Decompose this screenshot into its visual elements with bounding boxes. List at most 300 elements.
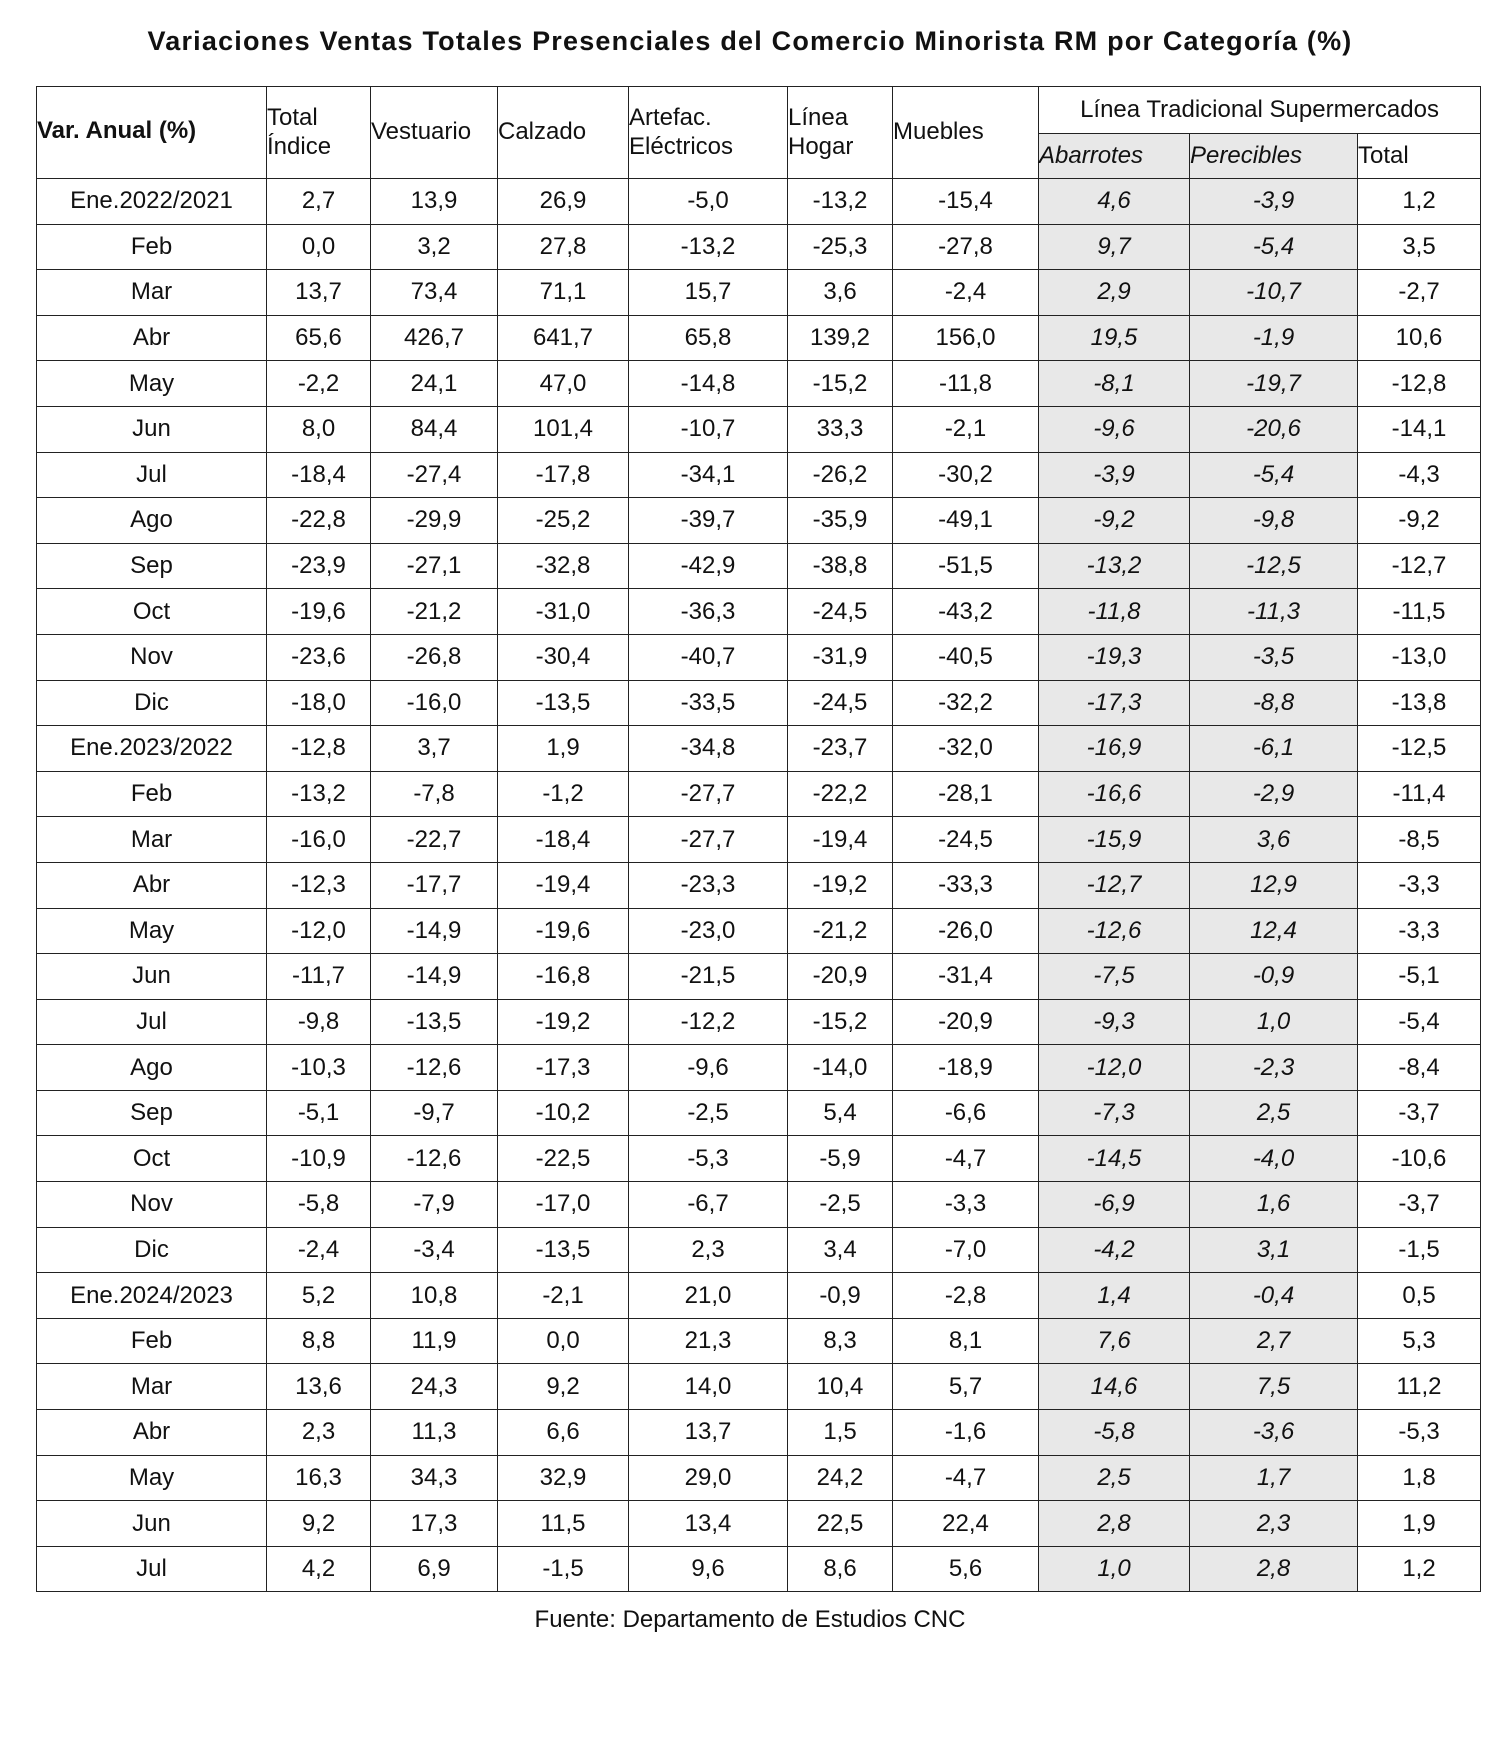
- cell-calzado: -1,2: [498, 771, 629, 817]
- cell-calzado: -32,8: [498, 543, 629, 589]
- cell-total-indice: 8,8: [267, 1318, 371, 1364]
- cell-perecibles: 7,5: [1190, 1364, 1358, 1410]
- cell-muebles: 8,1: [893, 1318, 1039, 1364]
- cell-calzado: -31,0: [498, 589, 629, 635]
- cell-muebles: -24,5: [893, 817, 1039, 863]
- cell-linea-hogar: -0,9: [788, 1273, 893, 1319]
- table-row: [37, 1182, 1481, 1228]
- cell-vestuario: -9,7: [371, 1090, 498, 1136]
- cell-vestuario: -12,6: [371, 1045, 498, 1091]
- cell-total: 11,2: [1358, 1364, 1481, 1410]
- cell-total: -8,4: [1358, 1045, 1481, 1091]
- cell-artefac-electricos: -14,8: [629, 361, 788, 407]
- cell-vestuario: 17,3: [371, 1501, 498, 1547]
- cell-period: May: [37, 361, 267, 407]
- cell-total: -10,6: [1358, 1136, 1481, 1182]
- cell-muebles: -51,5: [893, 543, 1039, 589]
- cell-linea-hogar: 3,6: [788, 270, 893, 316]
- cell-vestuario: 11,9: [371, 1318, 498, 1364]
- cell-muebles: -1,6: [893, 1410, 1039, 1456]
- cell-total-indice: -10,9: [267, 1136, 371, 1182]
- table-row: [37, 908, 1481, 954]
- cell-period: Oct: [37, 1136, 267, 1182]
- cell-perecibles: -0,4: [1190, 1273, 1358, 1319]
- cell-abarrotes: 14,6: [1039, 1364, 1190, 1410]
- cell-total: -13,8: [1358, 680, 1481, 726]
- sales-variation-table: [36, 86, 1481, 1592]
- cell-period: Oct: [37, 589, 267, 635]
- cell-total-indice: 13,6: [267, 1364, 371, 1410]
- cell-muebles: -26,0: [893, 908, 1039, 954]
- cell-muebles: -2,4: [893, 270, 1039, 316]
- cell-total: -14,1: [1358, 406, 1481, 452]
- header-total-indice: Total Índice: [267, 87, 371, 179]
- cell-linea-hogar: 24,2: [788, 1455, 893, 1501]
- cell-calzado: 641,7: [498, 315, 629, 361]
- cell-period: Mar: [37, 1364, 267, 1410]
- cell-calzado: -1,5: [498, 1546, 629, 1592]
- cell-perecibles: 1,7: [1190, 1455, 1358, 1501]
- cell-vestuario: -17,7: [371, 862, 498, 908]
- table-row: [37, 1410, 1481, 1456]
- cell-total-indice: -19,6: [267, 589, 371, 635]
- cell-linea-hogar: 33,3: [788, 406, 893, 452]
- cell-total-indice: -18,4: [267, 452, 371, 498]
- cell-vestuario: -3,4: [371, 1227, 498, 1273]
- cell-abarrotes: -12,0: [1039, 1045, 1190, 1091]
- cell-perecibles: -1,9: [1190, 315, 1358, 361]
- cell-total-indice: 0,0: [267, 224, 371, 270]
- cell-artefac-electricos: 2,3: [629, 1227, 788, 1273]
- cell-artefac-electricos: -10,7: [629, 406, 788, 452]
- cell-perecibles: 1,6: [1190, 1182, 1358, 1228]
- cell-vestuario: 6,9: [371, 1546, 498, 1592]
- cell-total: 1,2: [1358, 1546, 1481, 1592]
- cell-period: Ene.2024/2023: [37, 1273, 267, 1319]
- cell-muebles: -15,4: [893, 179, 1039, 225]
- header-vestuario: Vestuario: [371, 87, 498, 179]
- cell-calzado: -17,8: [498, 452, 629, 498]
- cell-total: -5,3: [1358, 1410, 1481, 1456]
- cell-abarrotes: -7,3: [1039, 1090, 1190, 1136]
- cell-abarrotes: -9,3: [1039, 999, 1190, 1045]
- table-row: [37, 1455, 1481, 1501]
- cell-linea-hogar: -26,2: [788, 452, 893, 498]
- cell-perecibles: -2,9: [1190, 771, 1358, 817]
- cell-calzado: 71,1: [498, 270, 629, 316]
- cell-period: Nov: [37, 1182, 267, 1228]
- cell-total-indice: 4,2: [267, 1546, 371, 1592]
- cell-total: 5,3: [1358, 1318, 1481, 1364]
- cell-muebles: -3,3: [893, 1182, 1039, 1228]
- cell-artefac-electricos: 21,0: [629, 1273, 788, 1319]
- cell-perecibles: -2,3: [1190, 1045, 1358, 1091]
- cell-abarrotes: 1,0: [1039, 1546, 1190, 1592]
- cell-total-indice: -5,8: [267, 1182, 371, 1228]
- cell-linea-hogar: -23,7: [788, 726, 893, 772]
- cell-muebles: -32,2: [893, 680, 1039, 726]
- cell-abarrotes: 19,5: [1039, 315, 1190, 361]
- table-row: [37, 1273, 1481, 1319]
- table-row: [37, 1364, 1481, 1410]
- cell-linea-hogar: -25,3: [788, 224, 893, 270]
- cell-vestuario: 13,9: [371, 179, 498, 225]
- cell-perecibles: -3,5: [1190, 634, 1358, 680]
- cell-artefac-electricos: -34,8: [629, 726, 788, 772]
- cell-calzado: 9,2: [498, 1364, 629, 1410]
- cell-muebles: -31,4: [893, 954, 1039, 1000]
- cell-muebles: -40,5: [893, 634, 1039, 680]
- cell-perecibles: -0,9: [1190, 954, 1358, 1000]
- cell-vestuario: 3,2: [371, 224, 498, 270]
- cell-artefac-electricos: -6,7: [629, 1182, 788, 1228]
- cell-artefac-electricos: -23,0: [629, 908, 788, 954]
- cell-period: Jul: [37, 999, 267, 1045]
- header-muebles: Muebles: [893, 87, 1039, 179]
- cell-calzado: -18,4: [498, 817, 629, 863]
- cell-vestuario: -21,2: [371, 589, 498, 635]
- cell-perecibles: 3,6: [1190, 817, 1358, 863]
- cell-abarrotes: 2,9: [1039, 270, 1190, 316]
- table-row: [37, 498, 1481, 544]
- cell-perecibles: -19,7: [1190, 361, 1358, 407]
- cell-total: -3,3: [1358, 862, 1481, 908]
- cell-period: Feb: [37, 1318, 267, 1364]
- cell-total-indice: -2,4: [267, 1227, 371, 1273]
- cell-perecibles: -6,1: [1190, 726, 1358, 772]
- cell-muebles: -11,8: [893, 361, 1039, 407]
- cell-artefac-electricos: -40,7: [629, 634, 788, 680]
- cell-total-indice: -22,8: [267, 498, 371, 544]
- cell-vestuario: 3,7: [371, 726, 498, 772]
- table-row: [37, 543, 1481, 589]
- cell-total: 0,5: [1358, 1273, 1481, 1319]
- cell-calzado: -17,0: [498, 1182, 629, 1228]
- cell-total-indice: -12,8: [267, 726, 371, 772]
- cell-period: Feb: [37, 224, 267, 270]
- cell-period: Abr: [37, 1410, 267, 1456]
- cell-total-indice: 5,2: [267, 1273, 371, 1319]
- cell-abarrotes: 2,8: [1039, 1501, 1190, 1547]
- cell-abarrotes: -12,6: [1039, 908, 1190, 954]
- cell-linea-hogar: -38,8: [788, 543, 893, 589]
- table-row: [37, 1045, 1481, 1091]
- cell-perecibles: -11,3: [1190, 589, 1358, 635]
- cell-calzado: -30,4: [498, 634, 629, 680]
- cell-abarrotes: -8,1: [1039, 361, 1190, 407]
- cell-linea-hogar: -19,4: [788, 817, 893, 863]
- cell-vestuario: 84,4: [371, 406, 498, 452]
- header-abarrotes: Abarrotes: [1039, 134, 1190, 179]
- cell-vestuario: 24,1: [371, 361, 498, 407]
- cell-linea-hogar: 22,5: [788, 1501, 893, 1547]
- cell-period: Jul: [37, 1546, 267, 1592]
- cell-calzado: 32,9: [498, 1455, 629, 1501]
- cell-artefac-electricos: -42,9: [629, 543, 788, 589]
- table-row: [37, 634, 1481, 680]
- table-row: [37, 999, 1481, 1045]
- cell-total: 10,6: [1358, 315, 1481, 361]
- table-row: [37, 452, 1481, 498]
- cell-total: -2,7: [1358, 270, 1481, 316]
- cell-period: Mar: [37, 817, 267, 863]
- cell-abarrotes: -5,8: [1039, 1410, 1190, 1456]
- table-row: [37, 726, 1481, 772]
- cell-total-indice: -5,1: [267, 1090, 371, 1136]
- cell-total: -5,1: [1358, 954, 1481, 1000]
- cell-artefac-electricos: -23,3: [629, 862, 788, 908]
- cell-vestuario: 10,8: [371, 1273, 498, 1319]
- cell-period: Jun: [37, 954, 267, 1000]
- cell-period: Jul: [37, 452, 267, 498]
- cell-linea-hogar: 8,3: [788, 1318, 893, 1364]
- cell-vestuario: 426,7: [371, 315, 498, 361]
- cell-total: -12,5: [1358, 726, 1481, 772]
- table-row: [37, 361, 1481, 407]
- cell-total: -12,8: [1358, 361, 1481, 407]
- cell-linea-hogar: -2,5: [788, 1182, 893, 1228]
- cell-linea-hogar: -19,2: [788, 862, 893, 908]
- cell-calzado: 0,0: [498, 1318, 629, 1364]
- cell-vestuario: 34,3: [371, 1455, 498, 1501]
- cell-vestuario: -16,0: [371, 680, 498, 726]
- cell-muebles: -6,6: [893, 1090, 1039, 1136]
- header-artefac-electricos: Artefac. Eléctricos: [629, 87, 788, 179]
- cell-linea-hogar: -14,0: [788, 1045, 893, 1091]
- cell-period: Ago: [37, 1045, 267, 1091]
- cell-perecibles: -3,6: [1190, 1410, 1358, 1456]
- cell-abarrotes: -14,5: [1039, 1136, 1190, 1182]
- cell-total: -11,5: [1358, 589, 1481, 635]
- cell-perecibles: -4,0: [1190, 1136, 1358, 1182]
- cell-total-indice: -18,0: [267, 680, 371, 726]
- cell-total: 1,8: [1358, 1455, 1481, 1501]
- cell-vestuario: -14,9: [371, 954, 498, 1000]
- table-row: [37, 1546, 1481, 1592]
- page-title: Variaciones Ventas Totales Presenciales del Comercio Minorista RM por Categoría (%): [147, 26, 1353, 56]
- cell-perecibles: 2,7: [1190, 1318, 1358, 1364]
- table-row: [37, 817, 1481, 863]
- cell-vestuario: -27,4: [371, 452, 498, 498]
- cell-artefac-electricos: 65,8: [629, 315, 788, 361]
- table-row: [37, 1318, 1481, 1364]
- cell-artefac-electricos: -33,5: [629, 680, 788, 726]
- cell-artefac-electricos: -2,5: [629, 1090, 788, 1136]
- cell-abarrotes: -4,2: [1039, 1227, 1190, 1273]
- cell-total: -8,5: [1358, 817, 1481, 863]
- cell-perecibles: 2,5: [1190, 1090, 1358, 1136]
- cell-muebles: -2,8: [893, 1273, 1039, 1319]
- cell-muebles: -2,1: [893, 406, 1039, 452]
- cell-linea-hogar: -31,9: [788, 634, 893, 680]
- cell-period: Abr: [37, 862, 267, 908]
- cell-perecibles: 12,9: [1190, 862, 1358, 908]
- cell-period: Dic: [37, 1227, 267, 1273]
- cell-abarrotes: -11,8: [1039, 589, 1190, 635]
- cell-vestuario: 73,4: [371, 270, 498, 316]
- cell-vestuario: -14,9: [371, 908, 498, 954]
- cell-period: Ago: [37, 498, 267, 544]
- cell-vestuario: -13,5: [371, 999, 498, 1045]
- table-row: [37, 270, 1481, 316]
- cell-perecibles: -10,7: [1190, 270, 1358, 316]
- cell-period: Ene.2023/2022: [37, 726, 267, 772]
- cell-abarrotes: -7,5: [1039, 954, 1190, 1000]
- cell-calzado: 11,5: [498, 1501, 629, 1547]
- cell-total-indice: -10,3: [267, 1045, 371, 1091]
- cell-period: May: [37, 1455, 267, 1501]
- header-total: Total: [1358, 134, 1481, 179]
- header-perecibles: Perecibles: [1190, 134, 1358, 179]
- cell-calzado: 1,9: [498, 726, 629, 772]
- header-group-supermercados: Línea Tradicional Supermercados: [1039, 87, 1481, 134]
- cell-calzado: -10,2: [498, 1090, 629, 1136]
- cell-calzado: 47,0: [498, 361, 629, 407]
- cell-abarrotes: -6,9: [1039, 1182, 1190, 1228]
- cell-artefac-electricos: -21,5: [629, 954, 788, 1000]
- header-var-anual: Var. Anual (%): [37, 87, 267, 179]
- cell-calzado: -19,6: [498, 908, 629, 954]
- cell-muebles: -28,1: [893, 771, 1039, 817]
- cell-total: -3,7: [1358, 1090, 1481, 1136]
- cell-artefac-electricos: -5,3: [629, 1136, 788, 1182]
- cell-artefac-electricos: 13,7: [629, 1410, 788, 1456]
- cell-linea-hogar: -24,5: [788, 680, 893, 726]
- cell-artefac-electricos: -34,1: [629, 452, 788, 498]
- cell-perecibles: 3,1: [1190, 1227, 1358, 1273]
- cell-total-indice: 9,2: [267, 1501, 371, 1547]
- cell-abarrotes: 1,4: [1039, 1273, 1190, 1319]
- cell-linea-hogar: -22,2: [788, 771, 893, 817]
- cell-calzado: -19,2: [498, 999, 629, 1045]
- cell-total: 3,5: [1358, 224, 1481, 270]
- cell-artefac-electricos: 13,4: [629, 1501, 788, 1547]
- cell-muebles: -4,7: [893, 1455, 1039, 1501]
- cell-vestuario: -22,7: [371, 817, 498, 863]
- table-row: [37, 589, 1481, 635]
- cell-vestuario: -7,8: [371, 771, 498, 817]
- cell-total: -11,4: [1358, 771, 1481, 817]
- cell-abarrotes: -16,6: [1039, 771, 1190, 817]
- cell-muebles: -32,0: [893, 726, 1039, 772]
- cell-perecibles: -8,8: [1190, 680, 1358, 726]
- cell-perecibles: -12,5: [1190, 543, 1358, 589]
- cell-muebles: -30,2: [893, 452, 1039, 498]
- cell-muebles: 5,7: [893, 1364, 1039, 1410]
- cell-total: -3,3: [1358, 908, 1481, 954]
- cell-artefac-electricos: -9,6: [629, 1045, 788, 1091]
- cell-period: Feb: [37, 771, 267, 817]
- cell-linea-hogar: -24,5: [788, 589, 893, 635]
- cell-total-indice: -12,0: [267, 908, 371, 954]
- cell-vestuario: -12,6: [371, 1136, 498, 1182]
- cell-period: Mar: [37, 270, 267, 316]
- cell-calzado: -25,2: [498, 498, 629, 544]
- table-row: [37, 224, 1481, 270]
- cell-period: Jun: [37, 1501, 267, 1547]
- cell-abarrotes: -16,9: [1039, 726, 1190, 772]
- cell-perecibles: 2,8: [1190, 1546, 1358, 1592]
- cell-muebles: 22,4: [893, 1501, 1039, 1547]
- cell-linea-hogar: -21,2: [788, 908, 893, 954]
- cell-abarrotes: 2,5: [1039, 1455, 1190, 1501]
- cell-artefac-electricos: -5,0: [629, 179, 788, 225]
- cell-period: Ene.2022/2021: [37, 179, 267, 225]
- cell-linea-hogar: 8,6: [788, 1546, 893, 1592]
- cell-abarrotes: -13,2: [1039, 543, 1190, 589]
- table-row: [37, 406, 1481, 452]
- cell-linea-hogar: 10,4: [788, 1364, 893, 1410]
- cell-period: Nov: [37, 634, 267, 680]
- cell-total-indice: -9,8: [267, 999, 371, 1045]
- cell-calzado: 101,4: [498, 406, 629, 452]
- cell-total-indice: 13,7: [267, 270, 371, 316]
- cell-total: 1,9: [1358, 1501, 1481, 1547]
- cell-muebles: 156,0: [893, 315, 1039, 361]
- cell-abarrotes: -15,9: [1039, 817, 1190, 863]
- cell-linea-hogar: 5,4: [788, 1090, 893, 1136]
- table-row: [37, 862, 1481, 908]
- cell-vestuario: -29,9: [371, 498, 498, 544]
- cell-period: Abr: [37, 315, 267, 361]
- cell-calzado: 27,8: [498, 224, 629, 270]
- cell-perecibles: 1,0: [1190, 999, 1358, 1045]
- cell-artefac-electricos: -27,7: [629, 771, 788, 817]
- cell-total-indice: 8,0: [267, 406, 371, 452]
- cell-total-indice: 65,6: [267, 315, 371, 361]
- table-row: [37, 771, 1481, 817]
- table-row: [37, 179, 1481, 225]
- cell-abarrotes: -3,9: [1039, 452, 1190, 498]
- cell-calzado: 26,9: [498, 179, 629, 225]
- cell-total: -5,4: [1358, 999, 1481, 1045]
- cell-linea-hogar: 139,2: [788, 315, 893, 361]
- cell-total-indice: -2,2: [267, 361, 371, 407]
- cell-total-indice: 2,7: [267, 179, 371, 225]
- table-row: [37, 954, 1481, 1000]
- cell-artefac-electricos: 14,0: [629, 1364, 788, 1410]
- cell-linea-hogar: -15,2: [788, 361, 893, 407]
- cell-calzado: -2,1: [498, 1273, 629, 1319]
- cell-linea-hogar: 1,5: [788, 1410, 893, 1456]
- cell-perecibles: 12,4: [1190, 908, 1358, 954]
- cell-artefac-electricos: 29,0: [629, 1455, 788, 1501]
- cell-total-indice: 16,3: [267, 1455, 371, 1501]
- cell-period: May: [37, 908, 267, 954]
- header-linea-hogar: Línea Hogar: [788, 87, 893, 179]
- cell-muebles: -20,9: [893, 999, 1039, 1045]
- table-row: [37, 315, 1481, 361]
- cell-abarrotes: 9,7: [1039, 224, 1190, 270]
- table-body: [37, 179, 1481, 1592]
- cell-calzado: -19,4: [498, 862, 629, 908]
- cell-muebles: -18,9: [893, 1045, 1039, 1091]
- cell-artefac-electricos: -13,2: [629, 224, 788, 270]
- cell-total-indice: -13,2: [267, 771, 371, 817]
- cell-abarrotes: 4,6: [1039, 179, 1190, 225]
- cell-perecibles: -5,4: [1190, 224, 1358, 270]
- cell-vestuario: -27,1: [371, 543, 498, 589]
- cell-linea-hogar: -13,2: [788, 179, 893, 225]
- cell-linea-hogar: -20,9: [788, 954, 893, 1000]
- cell-artefac-electricos: -12,2: [629, 999, 788, 1045]
- cell-total-indice: 2,3: [267, 1410, 371, 1456]
- cell-artefac-electricos: 9,6: [629, 1546, 788, 1592]
- cell-perecibles: -20,6: [1190, 406, 1358, 452]
- table-row: [37, 1136, 1481, 1182]
- cell-linea-hogar: 3,4: [788, 1227, 893, 1273]
- cell-total: -3,7: [1358, 1182, 1481, 1228]
